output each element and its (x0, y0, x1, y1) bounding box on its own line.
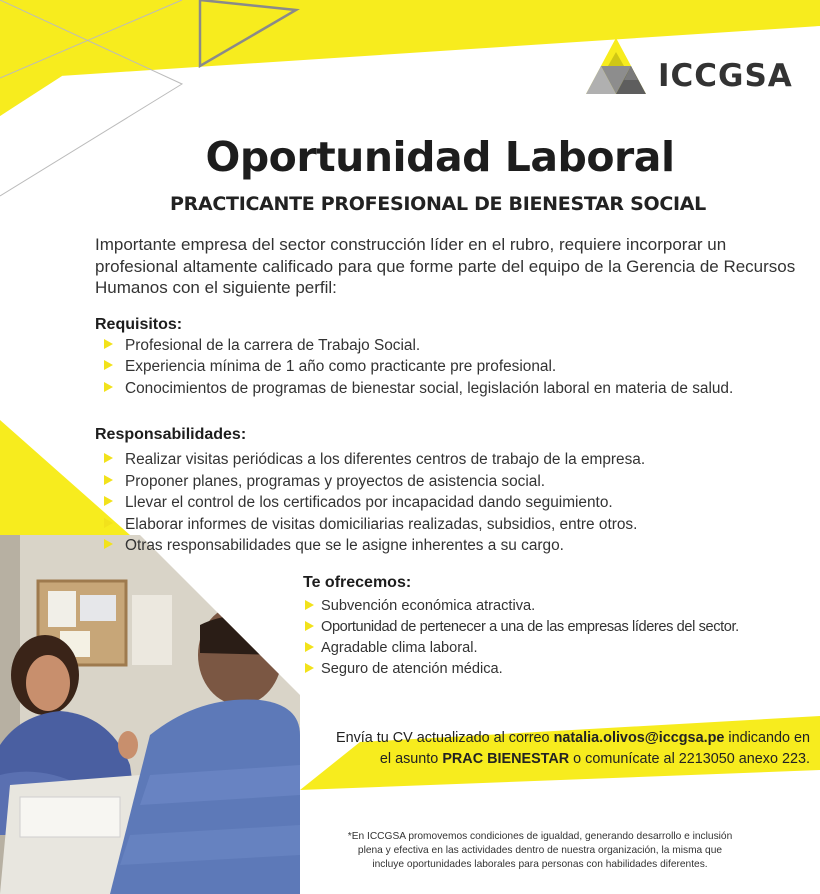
contact-line-1: Envía tu CV actualizado al correo natalia.olivos@iccgsa.pe indicando en (335, 730, 810, 746)
bullet-arrow-icon (305, 663, 314, 673)
contact-instructions (300, 728, 810, 770)
responsibilities-heading: Responsabilidades: (95, 426, 247, 443)
requirements-heading: Requisitos: (95, 316, 183, 333)
bullet-arrow-icon (104, 475, 113, 485)
bullet-arrow-icon (104, 518, 113, 528)
intro-paragraph: Importante empresa del sector construcción líder en el rubro, requiere incorporar un profesional altamente calificado para que forme parte del equipo de la Gerencia de Recursos Humanos con el siguiente perfil: (95, 235, 796, 297)
job-position-subtitle: PRACTICANTE PROFESIONAL DE BIENESTAR SOCIAL (170, 193, 706, 215)
responsibility-item: Otras responsabilidades que se le asigne inherentes a su cargo. (95, 535, 645, 557)
page-title: Oportunidad Laboral (205, 133, 675, 181)
bullet-arrow-icon (104, 360, 113, 370)
bullet-arrow-icon (305, 621, 314, 631)
requirement-item: Conocimientos de programas de bienestar social, legislación laboral en materia de salud. (95, 378, 733, 399)
brand-name: ICCGSA (658, 58, 793, 94)
bullet-arrow-icon (305, 600, 314, 610)
offer-item: Agradable clima laboral. (303, 638, 739, 659)
bullet-arrow-icon (305, 642, 314, 652)
inclusion-footnote: *En ICCGSA promovemos condiciones de igualdad, generando desarrollo e inclusión plena y efectiva en las actividades dentro de nuestra organización, la misma que incluye oportunidades laborales para personas con habilidades diferentes. (347, 831, 733, 870)
email-subject: PRAC BIENESTAR (442, 751, 570, 767)
responsibilities-list (95, 449, 645, 557)
offer-item: Oportunidad de pertenecer a una de las empresas líderes del sector. (303, 617, 739, 638)
requirements-list (95, 335, 733, 399)
offer-heading: Te ofrecemos: (303, 574, 412, 591)
requirement-item: Experiencia mínima de 1 año como practicante pre profesional. (95, 356, 733, 377)
requirement-item: Profesional de la carrera de Trabajo Social. (95, 335, 733, 356)
offer-list (303, 596, 739, 680)
bullet-arrow-icon (104, 539, 113, 549)
offer-item: Subvención económica atractiva. (303, 596, 739, 617)
contact-email[interactable]: natalia.olivos@iccgsa.pe (553, 730, 725, 746)
offer-item: Seguro de atención médica. (303, 659, 739, 680)
responsibility-item: Elaborar informes de visitas domiciliarias realizadas, subsidios, entre otros. (95, 514, 645, 536)
responsibility-item: Proponer planes, programas y proyectos de asistencia social. (95, 471, 645, 493)
responsibility-item: Llevar el control de los certificados por incapacidad dando seguimiento. (95, 492, 645, 514)
contact-line-2: el asunto PRAC BIENESTAR o comunícate al 2213050 anexo 223. (379, 751, 810, 767)
bullet-arrow-icon (104, 339, 113, 349)
bullet-arrow-icon (104, 453, 113, 463)
office-photo (0, 535, 300, 894)
bullet-arrow-icon (104, 382, 113, 392)
responsibility-item: Realizar visitas periódicas a los diferentes centros de trabajo de la empresa. (95, 449, 645, 471)
bullet-arrow-icon (104, 496, 113, 506)
